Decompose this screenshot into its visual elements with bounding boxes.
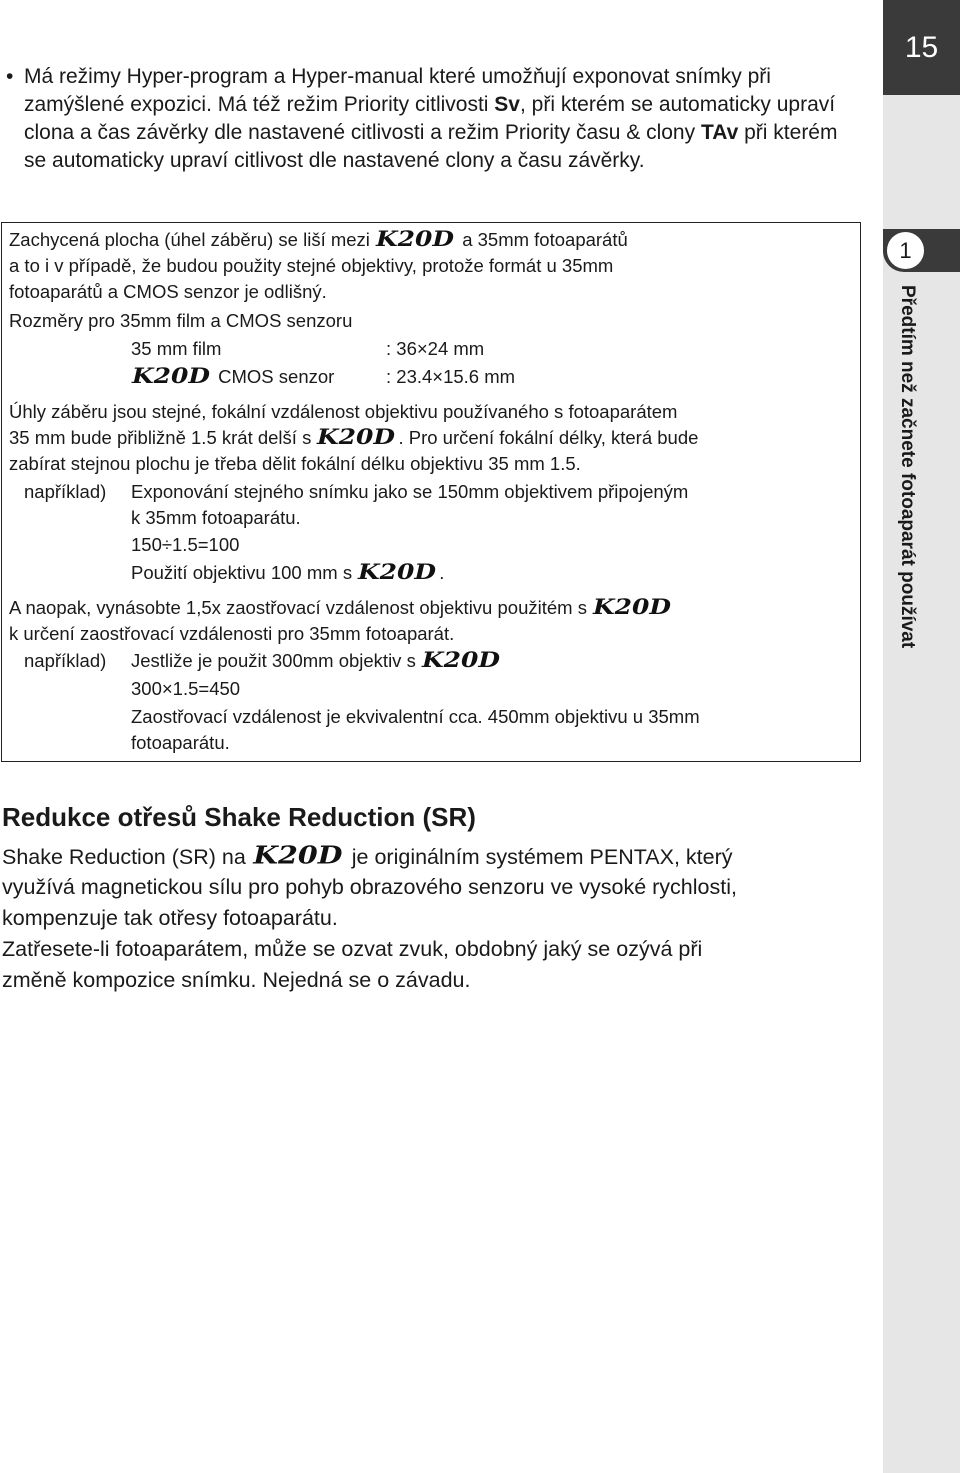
example-line: k 35mm fotoaparátu. [131,507,301,528]
bullet-dot: • [6,65,14,88]
sensor-row-value: : 23.4×15.6 mm [386,366,516,387]
k20d-logo [316,426,398,447]
example-line: Exponování stejného snímku jako se 150mm objektivem připojeným [131,481,689,502]
note-text-part: Zachycená plocha (úhel záběru) se liší mezi [9,229,376,250]
example-line: fotoaparátu. [131,732,230,753]
k20d-logo [357,561,439,582]
sensor-row-value: : 36×24 mm [386,338,485,359]
svg-text:K20D: K20D [375,228,455,249]
sensor-row-label: 35 mm film [131,338,222,359]
page-number-box [883,0,960,95]
note-text-part: a 35mm fotoaparátů [457,229,628,250]
svg-text:K20D: K20D [592,596,673,617]
chapter-number: 1 [887,232,924,269]
note-text-part: . [439,562,445,583]
bullet-text [24,63,864,175]
page-number: 15 [904,31,939,64]
note-line [9,595,674,621]
note-line: fotoaparátů a CMOS senzor je odlišný. [9,281,327,302]
note-text-part: A naopak, vynásobte 1,5x zaostřovací vzdálenost objektivu použitém s [9,597,593,618]
example-line: 300×1.5=450 [131,678,241,699]
example-line: 150÷1.5=100 [131,534,240,555]
sensor-row-label [131,364,334,390]
note-text-part: Jestliže je použit 300mm objektiv s [131,650,421,671]
note-line: Úhly záběru jsou stejné, fokální vzdálenost objektivu používaného s fotoaparátem [9,401,678,422]
note-text-part: CMOS senzor [213,366,335,387]
note-line: Rozměry pro 35mm film a CMOS senzoru [9,310,353,331]
note-line: zabírat stejnou plochu je třeba dělit fokální délku objektivu 35 mm 1.5. [9,453,581,474]
note-line: k určení zaostřovací vzdálenosti pro 35mm fotoaparát. [9,623,455,644]
body-text-part: Shake Reduction (SR) na [2,845,252,869]
svg-text:K20D: K20D [131,365,211,386]
example-line: Zaostřovací vzdálenost je ekvivalentní cca. 450mm objektivu u 35mm [131,706,700,727]
k20d-logo [592,596,674,617]
note-line [9,425,698,451]
body-line: Zatřesete-li fotoaparátem, může se ozvat zvuk, obdobný jaký se ozývá při [2,937,703,961]
bullet-text-part: při kterém se automaticky upraví citlivost dle nastavené clony a času závěrky. [24,121,838,172]
chapter-tab [883,229,960,272]
svg-text:K20D: K20D [357,561,438,582]
bullet-text-part: , při kterém se automaticky upraví clona a čas závěrky dle nastavené citlivosti a režim Priority času & clony [24,93,836,144]
svg-text:K20D: K20D [420,649,501,670]
k20d-logo [375,228,457,249]
body-line: využívá magnetickou sílu pro pohyb obrazového senzoru ve vysoké rychlosti, [2,875,737,899]
k20d-logo [421,649,503,670]
chapter-title-wrap [889,285,925,725]
example-line [131,560,444,586]
example-label: například) [24,650,107,671]
k20d-logo [252,843,346,867]
note-line: a to i v případě, že budou použity stejné objektivy, protože formát u 35mm [9,255,614,276]
sv-mode-icon: Sv [494,93,520,116]
example-label: například) [24,481,107,502]
note-text-part: . Pro určení fokální délky, která bude [398,427,699,448]
note-text-part: Použití objektivu 100 mm s [131,562,358,583]
bullet-text-part: Má režimy Hyper-program a Hyper-manual které umožňují exponovat snímky při zamýšlené expozici. Má též režim Priority citlivosti [24,65,771,116]
example-line [131,648,503,674]
chapter-title: Předtím než začnete fotoaparát používat [897,285,918,649]
svg-text:K20D: K20D [316,426,397,447]
side-strip [883,0,960,1473]
tav-mode-icon: TAv [700,121,739,144]
note-line [9,227,628,253]
body-line: změně kompozice snímku. Nejedná se o závadu. [2,968,471,992]
section-heading: Redukce otřesů Shake Reduction (SR) [2,802,476,832]
body-line: kompenzuje tak otřesy fotoaparátu. [2,906,338,930]
svg-text:K20D: K20D [251,843,343,867]
k20d-logo [131,365,213,386]
angle-of-view-note-box [1,222,861,762]
note-text-part: 35 mm bude přibližně 1.5 krát delší s [9,427,317,448]
body-line [2,842,733,872]
body-text-part: je originálním systémem PENTAX, který [345,845,733,869]
